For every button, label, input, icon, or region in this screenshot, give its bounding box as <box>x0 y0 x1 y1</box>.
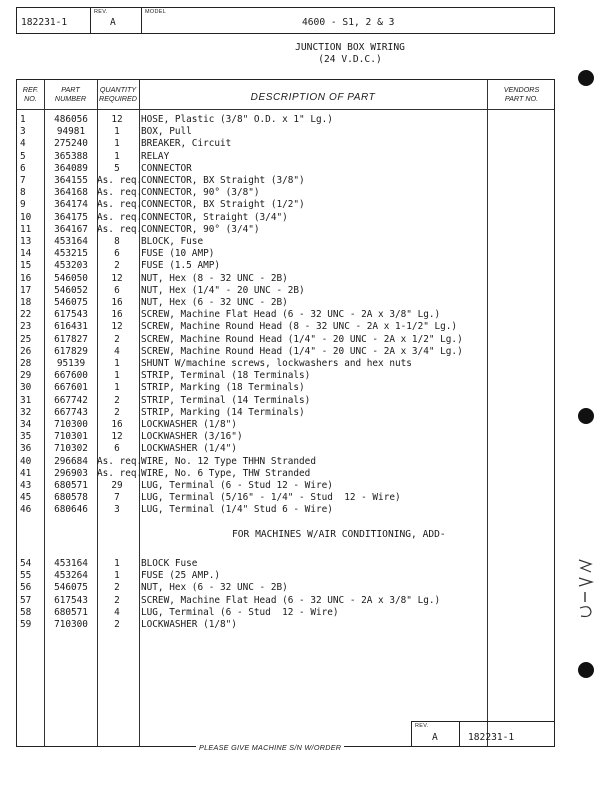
quantity-cell: 12 <box>111 114 123 125</box>
ref-cell: 17 <box>20 284 32 296</box>
quantity-cell: 16 <box>111 297 123 308</box>
ref-cell: 41 <box>20 467 32 479</box>
ref-cell: 32 <box>20 406 32 418</box>
part-number-cell: 364089 <box>54 162 88 174</box>
ref-cell: 34 <box>20 419 32 430</box>
ref-cell: 59 <box>20 619 32 630</box>
table-row <box>17 558 556 569</box>
description-cell: CONNECTOR <box>141 162 192 174</box>
footer-rule <box>411 721 555 722</box>
table-row <box>17 334 556 345</box>
table-row <box>17 285 556 296</box>
description-cell: LUG, Terminal (5/16" - 1/4" - Stud 12 - Wire) <box>141 492 401 504</box>
quantity-cell: As. req. <box>97 199 143 211</box>
quantity-cell: As. req. <box>97 223 143 235</box>
part-number-cell: 364175 <box>54 211 88 223</box>
table-row <box>17 212 556 223</box>
description-cell: NUT, Hex (6 - 32 UNC - 2B) <box>141 582 288 594</box>
table-row <box>17 248 556 259</box>
quantity-cell: 16 <box>111 419 123 430</box>
table-row <box>17 138 556 149</box>
quantity-cell: As. req. <box>97 467 143 479</box>
part-number-cell: 680571 <box>54 606 88 618</box>
ref-cell: 5 <box>20 150 26 162</box>
description-cell: BREAKER, Circuit <box>141 138 232 150</box>
part-number-cell: 710300 <box>54 419 88 430</box>
description-cell: STRIP, Terminal (14 Terminals) <box>141 394 311 406</box>
table-row <box>17 504 556 515</box>
description-cell: SCREW, Machine Flat Head (6 - 32 UNC - 2A x 3/8" Lg.) <box>141 594 441 606</box>
ref-cell: 15 <box>20 260 32 272</box>
ref-cell: 56 <box>20 582 32 594</box>
part-number-cell: 617543 <box>54 594 88 606</box>
quantity-cell: 2 <box>114 394 120 406</box>
table-row <box>17 431 556 442</box>
binder-hole <box>578 70 594 86</box>
table-row <box>17 175 556 186</box>
section-note: FOR MACHINES W/AIR CONDITIONING, ADD- <box>232 529 446 540</box>
description-cell: SCREW, Machine Round Head (1/4" - 20 UNC - 2A x 1/2" Lg.) <box>141 333 463 345</box>
quantity-cell: As. req. <box>97 175 143 186</box>
part-number-cell: 486056 <box>54 114 88 125</box>
header-divider <box>141 8 142 33</box>
part-number-cell: 296903 <box>54 467 88 479</box>
page-subtitle: (24 V.D.C.) <box>318 54 382 65</box>
part-number-cell: 275240 <box>54 138 88 150</box>
quantity-cell: 1 <box>114 382 120 394</box>
quantity-cell: 2 <box>114 406 120 418</box>
part-number-cell: 453164 <box>54 558 88 569</box>
ref-cell: 16 <box>20 272 32 284</box>
part-number-cell: 453264 <box>54 570 88 582</box>
description-cell: CONNECTOR, Straight (3/4") <box>141 211 288 223</box>
description-cell: BLOCK, Fuse <box>141 236 204 247</box>
description-cell: LUG, Terminal (6 - Stud 12 - Wire) <box>141 480 333 491</box>
ref-cell: 14 <box>20 248 32 260</box>
footer-rule <box>459 721 460 747</box>
header-rule <box>17 109 554 110</box>
description-cell: SHUNT W/machine screws, lockwashers and hex nuts <box>141 358 412 369</box>
description-cell: SCREW, Machine Round Head (1/4" - 20 UNC - 2A x 3/4" Lg.) <box>141 345 463 357</box>
model: 4600 - S1, 2 & 3 <box>302 17 395 28</box>
quantity-cell: 7 <box>114 492 120 504</box>
description-cell: STRIP, Marking (18 Terminals) <box>141 382 305 394</box>
parts-table <box>16 79 555 747</box>
table-row <box>17 151 556 162</box>
description-cell: LOCKWASHER (1/8") <box>141 419 237 430</box>
part-number-cell: 617543 <box>54 309 88 321</box>
table-row <box>17 297 556 308</box>
description-cell: BLOCK Fuse <box>141 558 198 569</box>
table-row <box>17 187 556 198</box>
table-row <box>17 570 556 581</box>
ref-cell: 43 <box>20 480 32 491</box>
table-row <box>17 358 556 369</box>
description-cell: NUT, Hex (1/4" - 20 UNC - 2B) <box>141 284 305 296</box>
ref-cell: 58 <box>20 606 32 618</box>
quantity-cell: As. req. <box>97 211 143 223</box>
ref-cell: 3 <box>20 126 26 138</box>
quantity-cell: 2 <box>114 619 120 630</box>
table-row <box>17 224 556 235</box>
table-row <box>17 199 556 210</box>
page-title: JUNCTION BOX WIRING <box>295 42 405 53</box>
ref-cell: 36 <box>20 443 32 455</box>
part-number-cell: 364167 <box>54 223 88 235</box>
description-cell: SCREW, Machine Flat Head (6 - 32 UNC - 2A x 3/8" Lg.) <box>141 309 441 321</box>
ref-cell: 54 <box>20 558 32 569</box>
table-row <box>17 260 556 271</box>
col-header-vendors: VENDORS PART NO. <box>503 85 540 103</box>
ref-cell: 55 <box>20 570 32 582</box>
description-cell: FUSE (25 AMP.) <box>141 570 221 582</box>
part-number-cell: 680571 <box>54 480 88 491</box>
part-number-cell: 667743 <box>54 406 88 418</box>
table-row <box>17 407 556 418</box>
quantity-cell: 2 <box>114 594 120 606</box>
ref-cell: 23 <box>20 321 32 333</box>
quantity-cell: 1 <box>114 138 120 150</box>
ref-cell: 7 <box>20 175 26 186</box>
table-row <box>17 236 556 247</box>
table-row <box>17 346 556 357</box>
binder-hole <box>578 408 594 424</box>
header-box <box>16 7 555 34</box>
ref-cell: 40 <box>20 455 32 467</box>
part-number-cell: 94981 <box>56 126 86 138</box>
quantity-cell: 4 <box>114 345 120 357</box>
quantity-cell: 1 <box>114 150 120 162</box>
margin-scribble <box>575 556 597 626</box>
part-number-cell: 710300 <box>54 619 88 630</box>
table-row <box>17 468 556 479</box>
table-row <box>17 607 556 618</box>
table-row <box>17 321 556 332</box>
description-cell: NUT, Hex (8 - 32 UNC - 2B) <box>141 272 288 284</box>
description-cell: STRIP, Marking (14 Terminals) <box>141 406 305 418</box>
footer-box <box>411 721 555 747</box>
description-cell: HOSE, Plastic (3/8" O.D. x 1" Lg.) <box>141 114 333 125</box>
table-row <box>17 619 556 630</box>
part-number-cell: 365388 <box>54 150 88 162</box>
description-cell: LUG, Terminal (6 - Stud 12 - Wire) <box>141 606 339 618</box>
quantity-cell: 8 <box>114 236 120 247</box>
description-cell: WIRE, No. 12 Type THHN Stranded <box>141 455 316 467</box>
quantity-cell: 1 <box>114 126 120 138</box>
quantity-cell: 12 <box>111 431 123 443</box>
footer-rule <box>411 721 412 747</box>
description-cell: CONNECTOR, 90° (3/8") <box>141 187 260 199</box>
table-row <box>17 163 556 174</box>
quantity-cell: 29 <box>111 480 123 491</box>
ref-cell: 30 <box>20 382 32 394</box>
part-number-cell: 296684 <box>54 455 88 467</box>
ref-cell: 11 <box>20 223 32 235</box>
quantity-cell: 2 <box>114 333 120 345</box>
ref-cell: 4 <box>20 138 26 150</box>
quantity-cell: As. req. <box>97 187 143 199</box>
part-number-cell: 710301 <box>54 431 88 443</box>
quantity-cell: 1 <box>114 558 120 569</box>
part-number-cell: 95139 <box>56 358 86 369</box>
table-row <box>17 480 556 491</box>
model-label: MODEL <box>145 9 167 15</box>
footer-rev-label: REV. <box>415 723 429 729</box>
part-number-cell: 453203 <box>54 260 88 272</box>
ref-cell: 31 <box>20 394 32 406</box>
table-row <box>17 370 556 381</box>
ref-cell: 46 <box>20 504 32 516</box>
ref-cell: 1 <box>20 114 26 125</box>
col-header-ref: REF. NO. <box>22 85 39 103</box>
table-row <box>17 309 556 320</box>
description-cell: RELAY <box>141 150 170 162</box>
col-header-qty: QUANTITY REQUIRED <box>99 85 137 103</box>
part-number-cell: 546052 <box>54 284 88 296</box>
part-number-cell: 617827 <box>54 333 88 345</box>
description-cell: STRIP, Terminal (18 Terminals) <box>141 370 311 382</box>
ref-cell: 8 <box>20 187 26 199</box>
description-cell: WIRE, No. 6 Type, THW Stranded <box>141 467 311 479</box>
table-row <box>17 419 556 430</box>
quantity-cell: 5 <box>114 162 120 174</box>
quantity-cell: 6 <box>114 443 120 455</box>
quantity-cell: 1 <box>114 570 120 582</box>
ref-cell: 29 <box>20 370 32 382</box>
table-row <box>17 595 556 606</box>
table-row <box>17 382 556 393</box>
part-number-cell: 710302 <box>54 443 88 455</box>
binder-hole <box>578 662 594 678</box>
table-row <box>17 443 556 454</box>
ref-cell: 57 <box>20 594 32 606</box>
description-cell: NUT, Hex (6 - 32 UNC - 2B) <box>141 297 288 308</box>
header-divider <box>90 8 91 33</box>
description-cell: FUSE (10 AMP) <box>141 248 215 260</box>
part-number-cell: 667601 <box>54 382 88 394</box>
ref-cell: 10 <box>20 211 32 223</box>
table-row <box>17 456 556 467</box>
description-cell: LOCKWASHER (1/4") <box>141 443 237 455</box>
ref-cell: 25 <box>20 333 32 345</box>
table-row <box>17 582 556 593</box>
quantity-cell: 12 <box>111 272 123 284</box>
part-number-cell: 453164 <box>54 236 88 247</box>
footer-note: PLEASE GIVE MACHINE S/N W/ORDER <box>196 743 344 752</box>
ref-cell: 6 <box>20 162 26 174</box>
col-header-part: PART NUMBER <box>54 85 87 103</box>
description-cell: CONNECTOR, BX Straight (3/8") <box>141 175 305 186</box>
part-number-cell: 617829 <box>54 345 88 357</box>
description-cell: CONNECTOR, 90° (3/4") <box>141 223 260 235</box>
quantity-cell: As. req. <box>97 455 143 467</box>
description-cell: BOX, Pull <box>141 126 192 138</box>
quantity-cell: 6 <box>114 284 120 296</box>
table-row <box>17 492 556 503</box>
footer-doc-number: 182231-1 <box>468 732 515 743</box>
description-cell: SCREW, Machine Round Head (8 - 32 UNC - 2A x 1-1/2" Lg.) <box>141 321 458 333</box>
col-header-desc: DESCRIPTION OF PART <box>250 92 376 103</box>
part-number-cell: 680578 <box>54 492 88 504</box>
part-number-cell: 667600 <box>54 370 88 382</box>
part-number-cell: 364174 <box>54 199 88 211</box>
quantity-cell: 16 <box>111 309 123 321</box>
ref-cell: 45 <box>20 492 32 504</box>
ref-cell: 28 <box>20 358 32 369</box>
table-row <box>17 126 556 137</box>
description-cell: LOCKWASHER (3/16") <box>141 431 243 443</box>
quantity-cell: 2 <box>114 582 120 594</box>
footer-revision: A <box>432 732 438 743</box>
table-row <box>17 114 556 125</box>
quantity-cell: 3 <box>114 504 120 516</box>
description-cell: LOCKWASHER (1/8") <box>141 619 237 630</box>
part-number-cell: 546075 <box>54 582 88 594</box>
part-number-cell: 680646 <box>54 504 88 516</box>
doc-number: 182231-1 <box>21 17 68 28</box>
part-number-cell: 546050 <box>54 272 88 284</box>
table-row <box>17 395 556 406</box>
description-cell: CONNECTOR, BX Straight (1/2") <box>141 199 305 211</box>
table-row <box>17 273 556 284</box>
ref-cell: 35 <box>20 431 32 443</box>
rev-label: REV. <box>94 9 108 15</box>
part-number-cell: 364155 <box>54 175 88 186</box>
part-number-cell: 453215 <box>54 248 88 260</box>
quantity-cell: 4 <box>114 606 120 618</box>
part-number-cell: 667742 <box>54 394 88 406</box>
quantity-cell: 2 <box>114 260 120 272</box>
part-number-cell: 616431 <box>54 321 88 333</box>
ref-cell: 13 <box>20 236 32 247</box>
description-cell: FUSE (1.5 AMP) <box>141 260 221 272</box>
part-number-cell: 546075 <box>54 297 88 308</box>
ref-cell: 26 <box>20 345 32 357</box>
description-cell: LUG, Terminal (1/4" Stud 6 - Wire) <box>141 504 333 516</box>
ref-cell: 9 <box>20 199 26 211</box>
quantity-cell: 1 <box>114 358 120 369</box>
quantity-cell: 12 <box>111 321 123 333</box>
ref-cell: 18 <box>20 297 32 308</box>
quantity-cell: 6 <box>114 248 120 260</box>
revision: A <box>110 17 116 28</box>
quantity-cell: 1 <box>114 370 120 382</box>
part-number-cell: 364168 <box>54 187 88 199</box>
ref-cell: 22 <box>20 309 32 321</box>
